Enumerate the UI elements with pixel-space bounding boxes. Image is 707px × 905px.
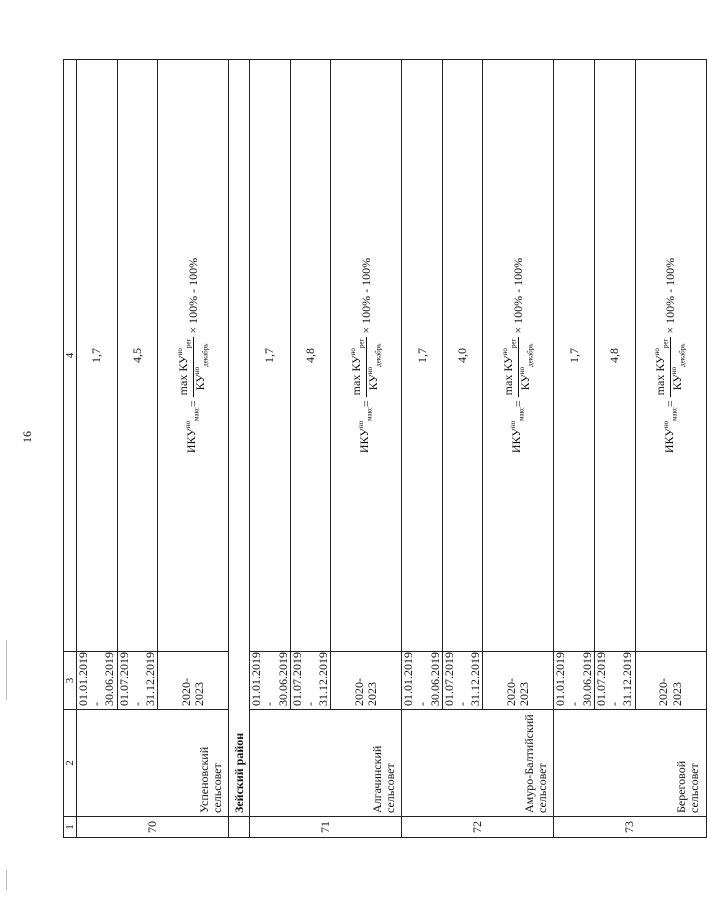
- value-cell: 4,0: [442, 60, 483, 652]
- table-row: [402, 60, 443, 838]
- formula-lhs: $ИКУ^{но}_{макс}$: [509, 407, 526, 454]
- period-cell: 01.07.2019 - 31.12.2019: [290, 652, 331, 710]
- tariff-table: [63, 59, 707, 838]
- settlement-name: Алгачинский сельсовет: [250, 710, 402, 817]
- value-cell: 1,7: [250, 60, 291, 652]
- period-cell: 01.01.2019 - 30.06.2019: [250, 652, 291, 710]
- table-row: [554, 60, 595, 838]
- formula-fraction: [654, 337, 687, 398]
- formula: [654, 258, 687, 453]
- period-cell: 01.01.2019 - 30.06.2019: [77, 652, 118, 710]
- row-number: 72: [402, 817, 554, 838]
- scan-edge-mark: [6, 640, 7, 700]
- scan-edge-mark: [6, 870, 7, 890]
- value-cell: 4,8: [595, 60, 636, 652]
- table-row: [250, 60, 291, 838]
- period-cell: 2020-2023: [483, 652, 554, 710]
- formula-numerator: $\max КУ^{но}_{рег}$: [500, 338, 518, 396]
- settlement-name: Береговой сельсовет: [554, 710, 706, 817]
- formula-tail: × 100% - 100%: [663, 257, 677, 334]
- formula: [350, 258, 383, 453]
- formula-equals: =: [185, 400, 200, 408]
- formula-lhs: $ИКУ^{но}_{макс}$: [184, 407, 201, 454]
- settlement-name: Успеновский сельсовет: [77, 710, 229, 817]
- formula-denominator: $КУ^{но}_{декабрь}$: [365, 343, 383, 391]
- formula-equals: =: [663, 400, 677, 408]
- formula-tail: × 100% - 100%: [185, 257, 200, 334]
- formula: [177, 258, 210, 453]
- period-cell: 2020-2023: [635, 652, 706, 710]
- district-name: Зейский район: [229, 60, 250, 817]
- period-cell: 01.07.2019 - 31.12.2019: [595, 652, 636, 710]
- period-cell: 01.01.2019 - 30.06.2019: [554, 652, 595, 710]
- formula-equals: =: [510, 400, 525, 408]
- header-cell: 4: [64, 60, 77, 652]
- value-cell: 1,7: [554, 60, 595, 652]
- district-num-cell: [229, 817, 250, 838]
- formula-numerator: $\max КУ^{но}_{рег}$: [348, 338, 366, 396]
- period-cell: 2020-2023: [331, 652, 402, 710]
- page-number: 16: [20, 431, 34, 443]
- value-cell: 1,7: [77, 60, 118, 652]
- table-row: [77, 60, 118, 838]
- formula-cell: [331, 60, 402, 652]
- period-cell: 01.07.2019 - 31.12.2019: [117, 652, 158, 710]
- formula-denominator: $КУ^{но}_{декабрь}$: [517, 343, 535, 391]
- district-row: [229, 60, 250, 838]
- value-cell: 4,8: [290, 60, 331, 652]
- formula-denominator: $КУ^{но}_{декабрь}$: [670, 343, 687, 391]
- formula-lhs: $ИКУ^{но}_{макс}$: [661, 407, 678, 454]
- period-cell: 01.01.2019 - 30.06.2019: [402, 652, 443, 710]
- formula-denominator: $КУ^{но}_{декабрь}$: [192, 343, 210, 391]
- header-cell: 3: [64, 652, 77, 710]
- formula-fraction: [177, 337, 210, 398]
- row-number: 70: [77, 817, 229, 838]
- header-row: [64, 60, 77, 838]
- row-number: 73: [554, 817, 706, 838]
- formula-tail: × 100% - 100%: [358, 257, 373, 334]
- formula-fraction: [502, 337, 535, 398]
- header-cell: 1: [64, 817, 77, 838]
- formula-numerator: $\max КУ^{но}_{рег}$: [175, 338, 193, 396]
- period-cell: 2020-2023: [158, 652, 229, 710]
- formula-equals: =: [358, 400, 373, 408]
- formula-tail: × 100% - 100%: [510, 257, 525, 334]
- tariff-table-sheet: [63, 60, 702, 838]
- settlement-name: Амуро-Балтийский сельсовет: [402, 710, 554, 817]
- period-cell: 01.07.2019 - 31.12.2019: [442, 652, 483, 710]
- row-number: 71: [250, 817, 402, 838]
- formula-cell: [158, 60, 229, 652]
- header-cell: 2: [64, 710, 77, 817]
- formula-numerator: $\max КУ^{но}_{рег}$: [653, 338, 670, 396]
- formula-fraction: [350, 337, 383, 398]
- value-cell: 4,5: [117, 60, 158, 652]
- formula-cell: [483, 60, 554, 652]
- formula-lhs: $ИКУ^{но}_{макс}$: [357, 407, 374, 454]
- formula-cell: [635, 60, 706, 652]
- value-cell: 1,7: [402, 60, 443, 652]
- formula: [502, 258, 535, 453]
